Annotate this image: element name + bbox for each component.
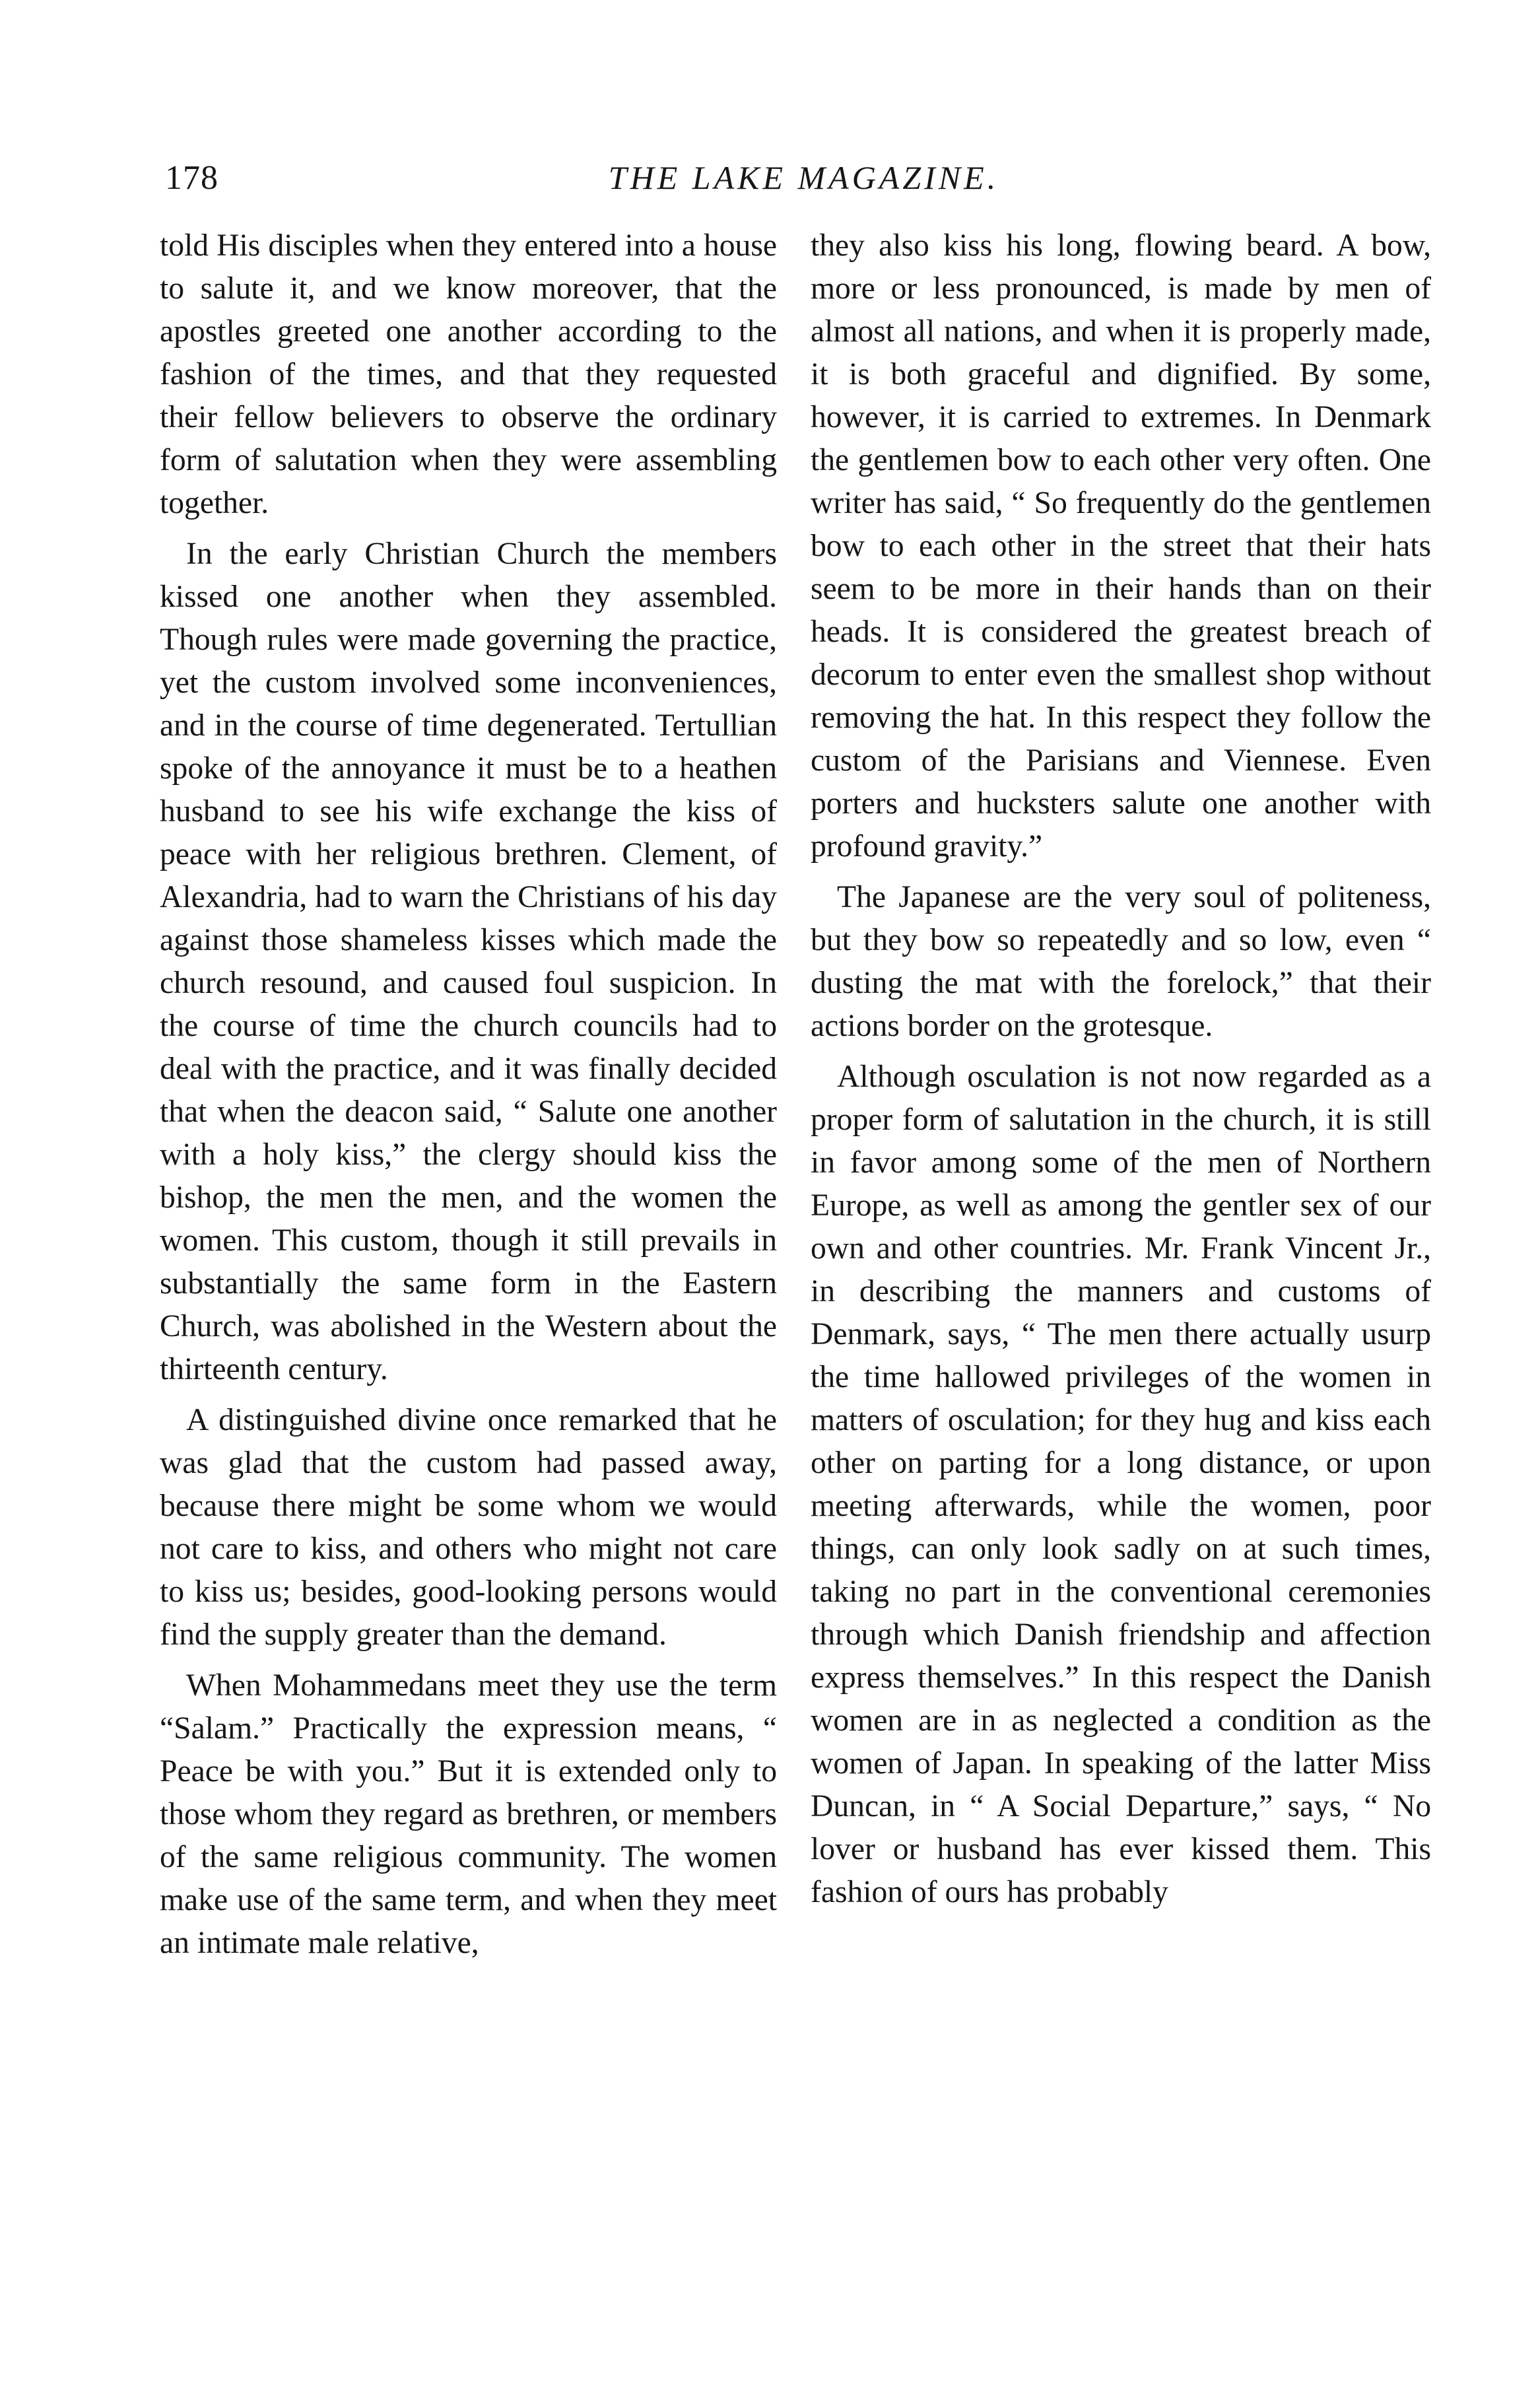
running-title: THE LAKE MAGAZINE. — [608, 159, 999, 196]
paragraph: A distinguished divine once remarked that he was glad that the custom had passed away, because there might be some whom we would not care to kiss, and others who might not care to kiss us; besides, good-looking persons would find the supply greater than the demand. — [160, 1403, 777, 1652]
paragraph: In the early Christian Church the members kissed one another when they assembled. Though rules were made governing the practice, yet the custom involved some inconveniences, and in the course of time degenerated. Tertullian spoke of the annoyance it must be to a heathen husband to see his wife exchange the kiss of peace with her religious brethren. Clement, of Alexandria, had to warn the Christians of his day against those shameless kisses which made the church resound, and caused foul suspicion. In the course of time the church councils had to deal with the practice, and it was finally decided that when the deacon said, “ Salute one another with a holy kiss,” the clergy should kiss the bishop, the men the men, and the women the women. This custom, though it still prevails in substantially the same form in the Eastern Church, was abolished in the Western about the thirteenth century. — [160, 537, 777, 1386]
paragraph: they also kiss his long, flowing beard. A bow, more or less pronounced, is made by men of almost all nations, and when it is properly made, it is both graceful and dignified. By some, however, it is carried to extremes. In Denmark the gentlemen bow to each other very often. One writer has said, “ So frequently do the gentlemen bow to each other in the street that their hats seem to be more in their hands than on their heads. It is considered the greatest breach of decorum to enter even the smallest shop without removing the hat. In this respect they follow the custom of the Parisians and Viennese. Even porters and hucksters salute one another with profound gravity.” — [811, 228, 1431, 864]
right-column — [811, 224, 1431, 1922]
page-number: 178 — [165, 159, 218, 197]
page-header — [165, 152, 1442, 205]
paragraph: Although osculation is not now regarded as a proper form of salutation in the church, it is still in favor among some of the men of Northern Europe, as well as among the gentler sex of our own and other countries. Mr. Frank Vincent Jr., in describing the manners and customs of Denmark, says, “ The men there actually usurp the time hallowed privileges of the women in matters of osculation; for they hug and kiss each other on parting for a long distance, or upon meeting afterwards, while the women, poor things, can only look sadly on at such times, taking no part in the conventional ceremonies through which Danish friendship and affection express themselves.” In this respect the Danish women are in as neglected a condition as the women of Japan. In speaking of the latter Miss Duncan, in “ A Social Departure,” says, “ No lover or husband has ever kissed them. This fashion of ours has probably — [811, 1060, 1431, 1909]
paragraph: told His disciples when they entered into a house to salute it, and we know moreover, that the apostles greeted one another according to the fashion of the times, and that they requested their fellow believers to observe the ordinary form of salutation when they were assembling together. — [160, 228, 777, 520]
left-column — [160, 224, 777, 1973]
paragraph: The Japanese are the very soul of politeness, but they bow so repeatedly and so low, even “ dusting the mat with the forelock,” that their actions border on the grotesque. — [811, 880, 1431, 1043]
paragraph: When Mohammedans meet they use the term “Salam.” Practically the expression means, “ Peace be with you.” But it is extended only to those whom they regard as brethren, or members of the same religious community. The women make use of the same term, and when they meet an intimate male relative, — [160, 1668, 777, 1960]
